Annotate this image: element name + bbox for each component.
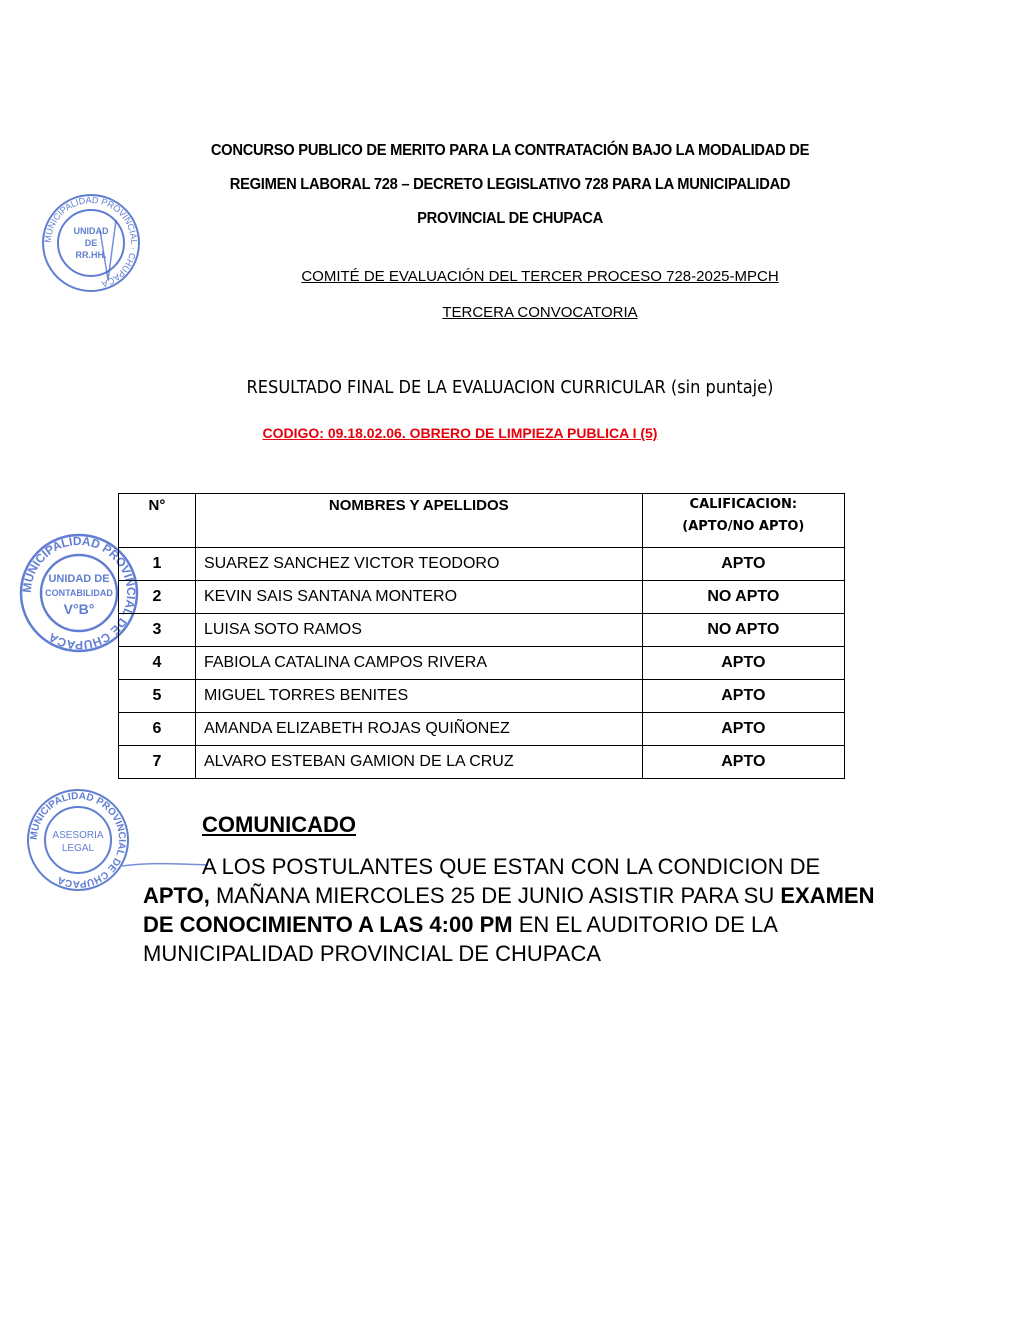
row-num: 7 bbox=[119, 746, 196, 779]
header-cal-line2: (APTO/NO APTO) bbox=[682, 519, 805, 534]
row-num: 2 bbox=[119, 581, 196, 614]
row-name: SUAREZ SANCHEZ VICTOR TEODORO bbox=[195, 548, 642, 581]
stamp-legal-c1: ASESORIA bbox=[52, 830, 104, 841]
table-row bbox=[119, 581, 845, 614]
convocatoria-title: TERCERA CONVOCATORIA bbox=[442, 304, 638, 321]
table-row bbox=[119, 746, 845, 779]
table-row bbox=[119, 647, 845, 680]
header-cal-line1: CALIFICACION: bbox=[689, 497, 798, 512]
comunicado-text3: EN EL AUDITORIO DE LA MUNICIPALIDAD PROVINCIAL DE CHUPACA bbox=[143, 912, 777, 966]
row-num: 1 bbox=[119, 548, 196, 581]
committee-title: COMITÉ DE EVALUACIÓN DEL TERCER PROCESO 728-2025-MPCH bbox=[301, 268, 779, 285]
header-line-3: PROVINCIAL DE CHUPACA bbox=[417, 210, 603, 227]
row-cal: APTO bbox=[642, 713, 844, 746]
stamp-rrhh-c2: DE bbox=[84, 238, 98, 248]
header-calificacion bbox=[642, 494, 844, 548]
stamp-asesoria-legal bbox=[22, 784, 134, 896]
row-name: MIGUEL TORRES BENITES bbox=[195, 680, 642, 713]
row-cal: APTO bbox=[642, 746, 844, 779]
row-cal: APTO bbox=[642, 680, 844, 713]
row-num: 3 bbox=[119, 614, 196, 647]
row-cal: NO APTO bbox=[642, 581, 844, 614]
result-title: RESULTADO FINAL DE LA EVALUACION CURRICULAR (sin puntaje) bbox=[246, 377, 774, 398]
comunicado-bold-apto: APTO, bbox=[143, 883, 210, 908]
stamp-rrhh-c3: RR.HH. bbox=[75, 250, 107, 260]
comunicado-text2: MAÑANA MIERCOLES 25 DE JUNIO ASISTIR PARA SU bbox=[209, 883, 775, 908]
header-line-1: CONCURSO PUBLICO DE MERITO PARA LA CONTRATACIÓN BAJO LA MODALIDAD DE bbox=[210, 142, 810, 159]
comunicado-bold-exam: EXAMEN DE CONOCIMIENTO A LAS 4:00 PM bbox=[143, 883, 875, 937]
table-row bbox=[119, 713, 845, 746]
stamp-legal-c2: LEGAL bbox=[61, 843, 95, 854]
table-row bbox=[119, 680, 845, 713]
stamp-rrhh-ring: MUNICIPALIDAD PROVINCIAL · CHUPACA bbox=[42, 194, 140, 290]
stamp-rrhh bbox=[38, 190, 144, 296]
stamp-contab-ring: MUNICIPALIDAD PROVINCIAL DE CHUPACA bbox=[19, 533, 139, 653]
row-name: FABIOLA CATALINA CAMPOS RIVERA bbox=[195, 647, 642, 680]
row-num: 6 bbox=[119, 713, 196, 746]
row-name: AMANDA ELIZABETH ROJAS QUIÑONEZ bbox=[195, 713, 642, 746]
header-name: NOMBRES Y APELLIDOS bbox=[195, 494, 642, 548]
stamp-contab-c3: V°B° bbox=[63, 601, 95, 617]
results-table bbox=[118, 493, 845, 779]
row-cal: APTO bbox=[642, 548, 844, 581]
row-name: ALVARO ESTEBAN GAMION DE LA CRUZ bbox=[195, 746, 642, 779]
row-cal: NO APTO bbox=[642, 614, 844, 647]
table-row bbox=[119, 614, 845, 647]
table-header-row bbox=[119, 494, 845, 548]
row-cal: APTO bbox=[642, 647, 844, 680]
row-num: 4 bbox=[119, 647, 196, 680]
row-num: 5 bbox=[119, 680, 196, 713]
table-row bbox=[119, 548, 845, 581]
header-num: N° bbox=[119, 494, 196, 548]
row-name: LUISA SOTO RAMOS bbox=[195, 614, 642, 647]
comunicado-title: COMUNICADO bbox=[202, 812, 356, 837]
stamp-contab-c2: CONTABILIDAD bbox=[45, 588, 113, 598]
comunicado-body bbox=[143, 852, 883, 968]
row-name: KEVIN SAIS SANTANA MONTERO bbox=[195, 581, 642, 614]
comunicado-line1: A LOS POSTULANTES QUE ESTAN CON LA CONDICION DE bbox=[202, 854, 821, 879]
stamp-contab-c1: UNIDAD DE bbox=[48, 573, 110, 585]
header-line-2: REGIMEN LABORAL 728 – DECRETO LEGISLATIVO 728 PARA LA MUNICIPALIDAD bbox=[229, 176, 791, 193]
stamp-rrhh-c1: UNIDAD bbox=[73, 226, 109, 236]
position-code: CODIGO: 09.18.02.06. OBRERO DE LIMPIEZA PUBLICA I (5) bbox=[262, 425, 658, 441]
stamp-legal-ring: MUNICIPALIDAD PROVINCIAL DE CHUPACA bbox=[28, 790, 128, 890]
